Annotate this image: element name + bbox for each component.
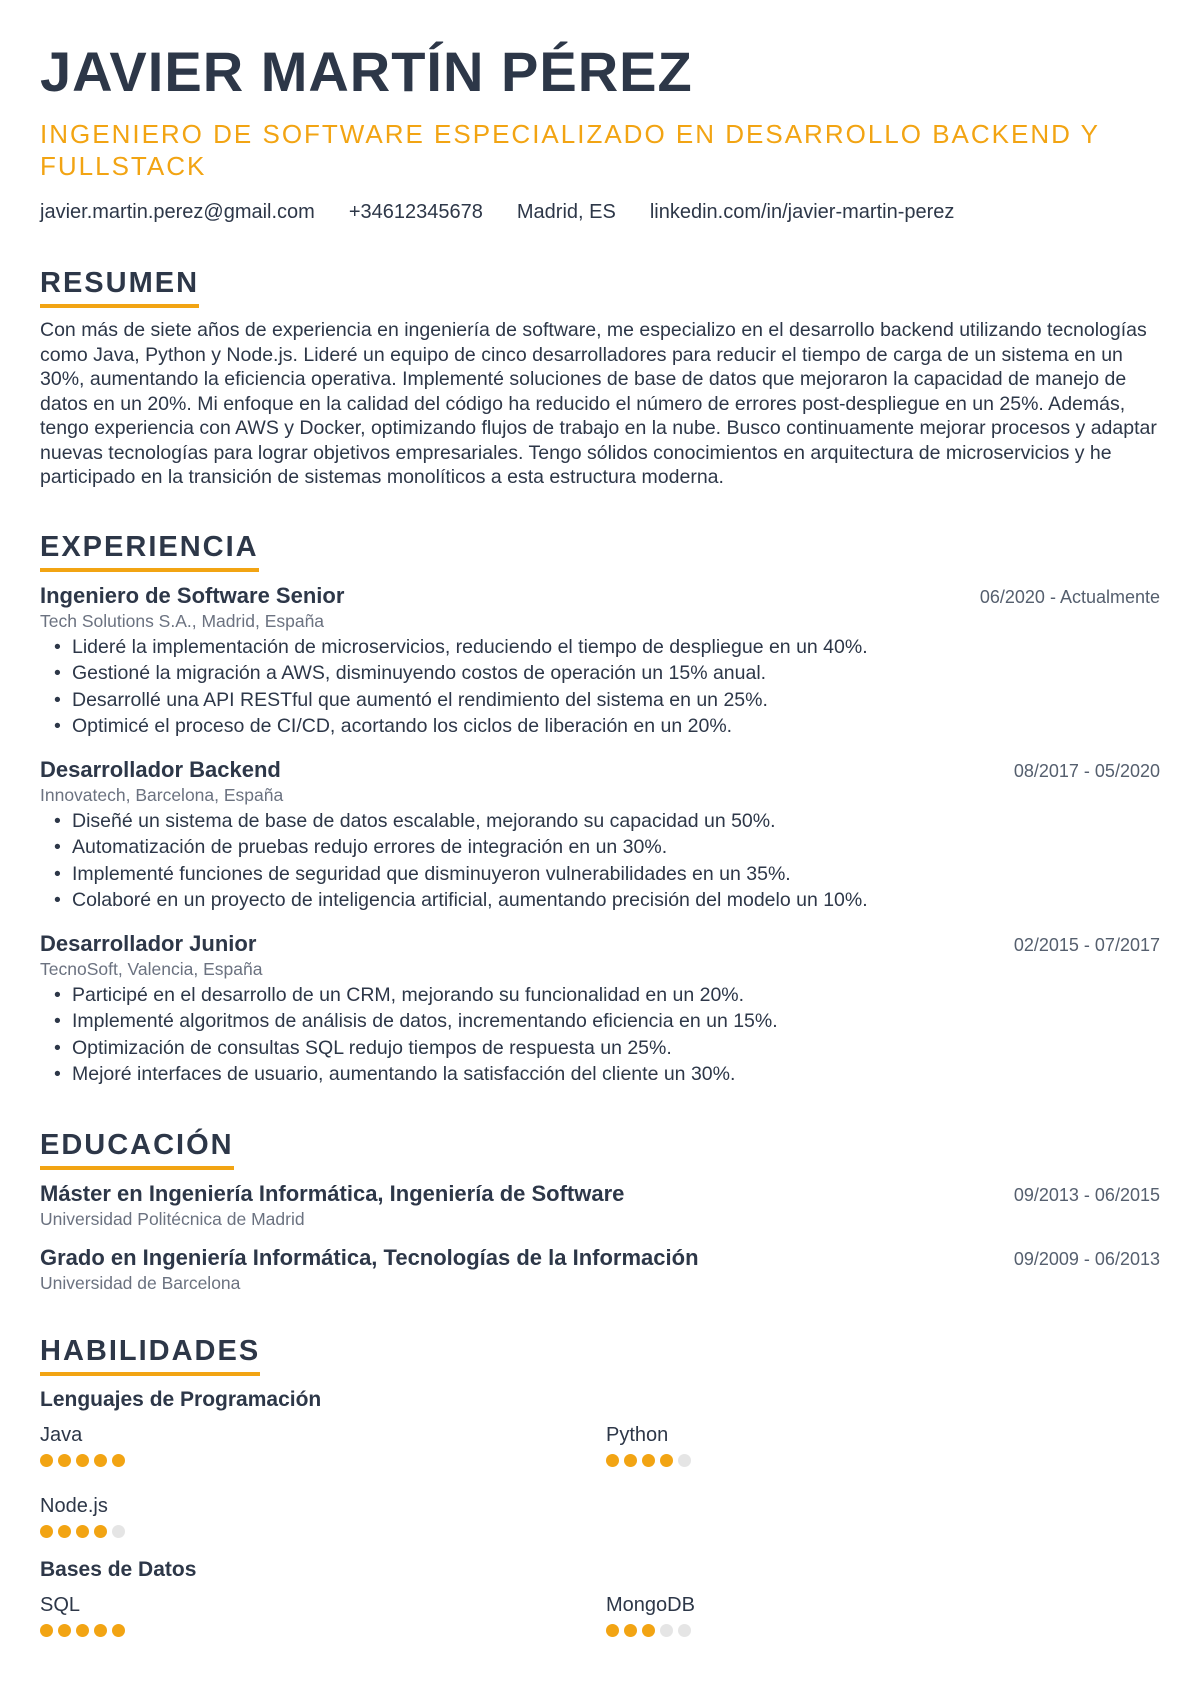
- experience-section: [40, 530, 1160, 1088]
- section-title-experience: EXPERIENCIA: [40, 530, 259, 572]
- skill-group-title: Bases de Datos: [40, 1557, 197, 1581]
- section-title-education: EDUCACIÓN: [40, 1128, 234, 1170]
- rating-dot-filled: [58, 1454, 71, 1467]
- job-dates: 08/2017 - 05/2020: [1013, 760, 1160, 781]
- job-bullet: • Optimización de consultas SQL redujo tiempos de respuesta un 25%.: [72, 1035, 1160, 1062]
- degree-title: Grado en Ingeniería Informática, Tecnologías de la Información: [40, 1244, 699, 1270]
- rating-dot-filled: [76, 1454, 89, 1467]
- rating-dot-filled: [660, 1454, 673, 1467]
- skills-section: [40, 1334, 1160, 1637]
- resume-header: [40, 38, 1160, 226]
- job-company: Innovatech, Barcelona, España: [40, 784, 284, 805]
- contact-email[interactable]: javier.martin.perez@gmail.com: [40, 201, 315, 223]
- job-bullet: • Desarrollé una API RESTful que aumentó el rendimiento del sistema en un 25%.: [72, 687, 1160, 714]
- job-title: Desarrollador Backend: [40, 756, 281, 782]
- skill-item: [606, 1422, 1172, 1467]
- rating-dot-filled: [606, 1624, 619, 1637]
- skill-name: MongoDB: [606, 1593, 695, 1616]
- contact-linkedin[interactable]: linkedin.com/in/javier-martin-perez: [649, 201, 955, 223]
- skill-name: SQL: [40, 1593, 81, 1616]
- rating-dot-filled: [112, 1454, 125, 1467]
- rating-dot-filled: [40, 1454, 53, 1467]
- school-name: Universidad de Barcelona: [40, 1272, 241, 1293]
- rating-dot-empty: [678, 1624, 691, 1637]
- skill-rating: [606, 1624, 1172, 1637]
- rating-dot-empty: [678, 1454, 691, 1467]
- section-title-skills: HABILIDADES: [40, 1334, 260, 1376]
- rating-dot-empty: [112, 1525, 125, 1538]
- job-bullet: • Lideré la implementación de microservicios, reduciendo el tiempo de despliegue en un 40%.: [72, 634, 1160, 661]
- job-bullet: • Gestioné la migración a AWS, disminuyendo costos de operación un 15% anual.: [72, 660, 1160, 687]
- candidate-headline: INGENIERO DE SOFTWARE ESPECIALIZADO EN DESARROLLO BACKEND Y FULLSTACK: [40, 119, 1100, 181]
- summary-text: Con más de siete años de experiencia en ingeniería de software, me especializo en el desarrollo backend utilizando tecnologías como Java, Python y Node.js. Lideré un equipo de cinco desarrolladores para reducir el tiempo de carga de un sistema en un 30%, aumentando la eficiencia operativa. Implementé soluciones de base de datos que mejoraron la capacidad de manejo de datos en un 20%. Mi enfoque en la calidad del código ha reducido el número de errores post-despliegue en un 25%. Además, tengo experiencia con AWS y Docker, optimizando flujos de trabajo en la nube. Busco continuamente mejorar procesos y adaptar nuevas tecnologías para lograr objetivos empresariales. Tengo sólidos conocimientos en arquitectura de microservicios y he participado en la transición de sistemas monolíticos a esta estructura moderna.: [40, 319, 1157, 488]
- job-entry: [40, 930, 1160, 1088]
- skill-item: [40, 1592, 606, 1637]
- contact-phone[interactable]: +34612345678: [348, 201, 483, 223]
- job-bullet: • Participé en el desarrollo de un CRM, mejorando su funcionalidad en un 20%.: [72, 982, 1160, 1009]
- job-bullet: • Automatización de pruebas redujo errores de integración en un 30%.: [72, 834, 1160, 861]
- job-bullet: • Colaboré en un proyecto de inteligencia artificial, aumentando precisión del modelo un 10%.: [72, 887, 1160, 914]
- section-title-summary: RESUMEN: [40, 266, 199, 308]
- rating-dot-filled: [642, 1624, 655, 1637]
- rating-dot-filled: [58, 1624, 71, 1637]
- education-section: [40, 1128, 1160, 1294]
- skill-name: Java: [40, 1423, 83, 1446]
- rating-dot-filled: [94, 1454, 107, 1467]
- rating-dot-filled: [40, 1624, 53, 1637]
- job-bullet: • Implementé algoritmos de análisis de datos, incrementando eficiencia en un 15%.: [72, 1008, 1160, 1035]
- skill-item: [606, 1592, 1172, 1637]
- job-entry: [40, 582, 1160, 740]
- rating-dot-filled: [112, 1624, 125, 1637]
- rating-dot-filled: [76, 1525, 89, 1538]
- job-bullets: [40, 634, 1160, 740]
- job-dates: 02/2015 - 07/2017: [1013, 934, 1160, 955]
- rating-dot-filled: [624, 1454, 637, 1467]
- skill-name: Python: [606, 1423, 669, 1446]
- contact-row: [40, 198, 1160, 226]
- job-company: TecnoSoft, Valencia, España: [40, 958, 263, 979]
- rating-dot-filled: [40, 1525, 53, 1538]
- job-company: Tech Solutions S.A., Madrid, España: [40, 610, 325, 631]
- skill-group-title: Lenguajes de Programación: [40, 1387, 322, 1411]
- job-title: Ingeniero de Software Senior: [40, 582, 345, 608]
- education-entry: [40, 1244, 1160, 1294]
- education-dates: 09/2009 - 06/2013: [1013, 1248, 1160, 1269]
- job-bullets: [40, 808, 1160, 914]
- rating-dot-filled: [76, 1624, 89, 1637]
- job-entry: [40, 756, 1160, 914]
- summary-section: [40, 266, 1160, 490]
- rating-dot-filled: [58, 1525, 71, 1538]
- rating-dot-filled: [94, 1525, 107, 1538]
- job-bullet: • Implementé funciones de seguridad que disminuyeron vulnerabilidades en un 35%.: [72, 861, 1160, 888]
- rating-dot-filled: [94, 1624, 107, 1637]
- skill-item: [40, 1493, 606, 1538]
- skill-grid: [40, 1422, 1160, 1538]
- degree-title: Máster en Ingeniería Informática, Ingeniería de Software: [40, 1180, 625, 1206]
- skill-name: Node.js: [40, 1494, 108, 1517]
- job-bullet: • Diseñé un sistema de base de datos escalable, mejorando su capacidad un 50%.: [72, 808, 1160, 835]
- job-title: Desarrollador Junior: [40, 930, 257, 956]
- skill-item: [40, 1422, 606, 1467]
- skill-rating: [40, 1624, 606, 1637]
- rating-dot-filled: [642, 1454, 655, 1467]
- skill-rating: [40, 1454, 606, 1467]
- candidate-name: JAVIER MARTÍN PÉREZ: [40, 40, 693, 103]
- job-dates: 06/2020 - Actualmente: [979, 586, 1160, 607]
- job-bullet: • Mejoré interfaces de usuario, aumentando la satisfacción del cliente un 30%.: [72, 1061, 1160, 1088]
- rating-dot-filled: [624, 1624, 637, 1637]
- job-bullets: [40, 982, 1160, 1088]
- skill-rating: [40, 1525, 606, 1538]
- school-name: Universidad Politécnica de Madrid: [40, 1208, 305, 1229]
- education-dates: 09/2013 - 06/2015: [1013, 1184, 1160, 1205]
- skill-grid: [40, 1592, 1160, 1637]
- skill-rating: [606, 1454, 1172, 1467]
- rating-dot-empty: [660, 1624, 673, 1637]
- rating-dot-filled: [606, 1454, 619, 1467]
- job-bullet: • Optimicé el proceso de CI/CD, acortando los ciclos de liberación en un 20%.: [72, 713, 1160, 740]
- contact-location: Madrid, ES: [516, 201, 616, 223]
- education-entry: [40, 1180, 1160, 1230]
